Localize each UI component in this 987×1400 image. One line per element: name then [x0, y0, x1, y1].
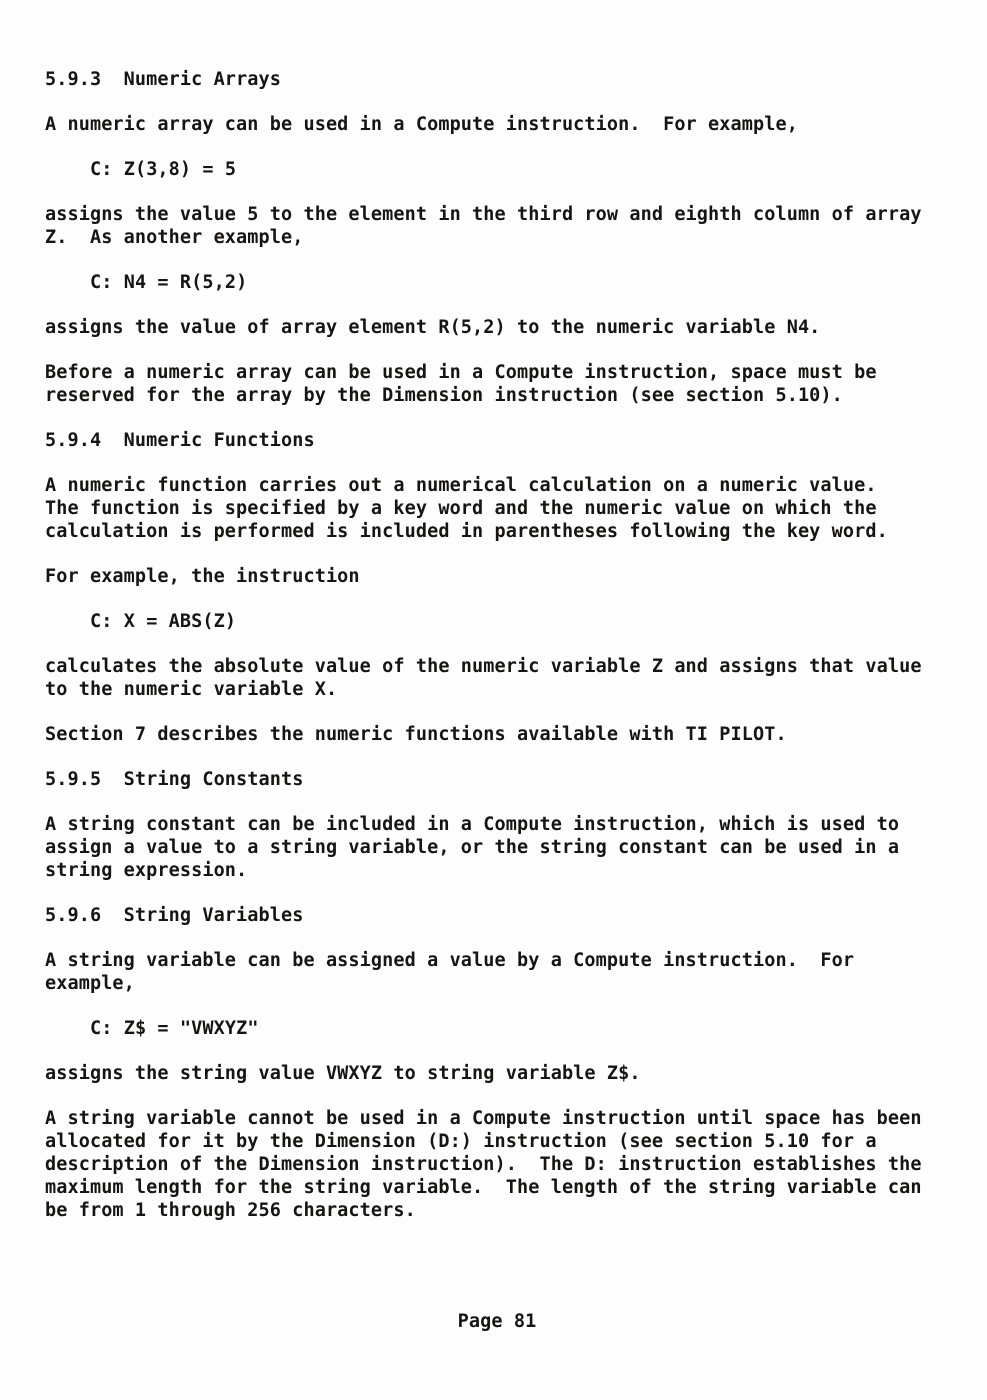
paragraph-line: allocated for it by the Dimension (D:) instruction (see section 5.10 for a [45, 1131, 877, 1152]
paragraph-line: be from 1 through 256 characters. [45, 1200, 416, 1221]
code-example-compute-array-assign [45, 158, 949, 181]
paragraph [45, 1107, 949, 1222]
heading-text: 5.9.3 Numeric Arrays [45, 69, 281, 90]
paragraph-line: A string variable cannot be used in a Compute instruction until space has been [45, 1108, 922, 1129]
paragraph-line: assigns the string value VWXYZ to string variable Z$. [45, 1063, 641, 1084]
section-heading-numeric-arrays [45, 68, 949, 91]
paragraph [45, 203, 949, 249]
paragraph-line: example, [45, 973, 135, 994]
heading-text: 5.9.4 Numeric Functions [45, 430, 315, 451]
paragraph [45, 1062, 949, 1085]
heading-text: 5.9.6 String Variables [45, 905, 304, 926]
paragraph-line: to the numeric variable X. [45, 679, 338, 700]
paragraph [45, 949, 949, 995]
page-footer [45, 1310, 949, 1333]
paragraph [45, 723, 949, 746]
code-line: C: Z$ = "VWXYZ" [90, 1018, 259, 1039]
code-example-compute-array-read [45, 271, 949, 294]
code-line: C: N4 = R(5,2) [90, 272, 248, 293]
paragraph-line: description of the Dimension instruction). The D: instruction establishes the [45, 1154, 922, 1175]
code-example-compute-abs [45, 610, 949, 633]
code-line: C: Z(3,8) = 5 [90, 159, 237, 180]
paragraph [45, 113, 949, 136]
section-heading-numeric-functions [45, 429, 949, 452]
paragraph [45, 474, 949, 543]
code-example-compute-string-assign [45, 1017, 949, 1040]
paragraph [45, 813, 949, 882]
paragraph-line: calculation is performed is included in parentheses following the key word. [45, 521, 888, 542]
section-heading-string-variables [45, 904, 949, 927]
paragraph-line: The function is specified by a key word and the numeric value on which the [45, 498, 877, 519]
paragraph-line: A numeric array can be used in a Compute instruction. For example, [45, 114, 798, 135]
paragraph-line: reserved for the array by the Dimension instruction (see section 5.10). [45, 385, 843, 406]
page-number: Page 81 [457, 1311, 537, 1332]
paragraph-line: string expression. [45, 860, 248, 881]
heading-text: 5.9.5 String Constants [45, 769, 304, 790]
paragraph-line: Section 7 describes the numeric functions available with TI PILOT. [45, 724, 787, 745]
paragraph-line: assigns the value 5 to the element in the third row and eighth column of array [45, 204, 922, 225]
paragraph [45, 655, 949, 701]
paragraph-line: assign a value to a string variable, or the string constant can be used in a [45, 837, 900, 858]
paragraph [45, 565, 949, 588]
section-heading-string-constants [45, 768, 949, 791]
paragraph-line: Before a numeric array can be used in a Compute instruction, space must be [45, 362, 877, 383]
code-line: C: X = ABS(Z) [90, 611, 237, 632]
paragraph-line: calculates the absolute value of the numeric variable Z and assigns that value [45, 656, 922, 677]
paragraph-line: assigns the value of array element R(5,2) to the numeric variable N4. [45, 317, 821, 338]
paragraph-line: For example, the instruction [45, 566, 360, 587]
paragraph [45, 316, 949, 339]
paragraph-line: A string variable can be assigned a value by a Compute instruction. For [45, 950, 855, 971]
paragraph [45, 361, 949, 407]
paragraph-line: Z. As another example, [45, 227, 304, 248]
paragraph-line: maximum length for the string variable. The length of the string variable can [45, 1177, 922, 1198]
paragraph-line: A numeric function carries out a numerical calculation on a numeric value. [45, 475, 877, 496]
paragraph-line: A string constant can be included in a Compute instruction, which is used to [45, 814, 900, 835]
